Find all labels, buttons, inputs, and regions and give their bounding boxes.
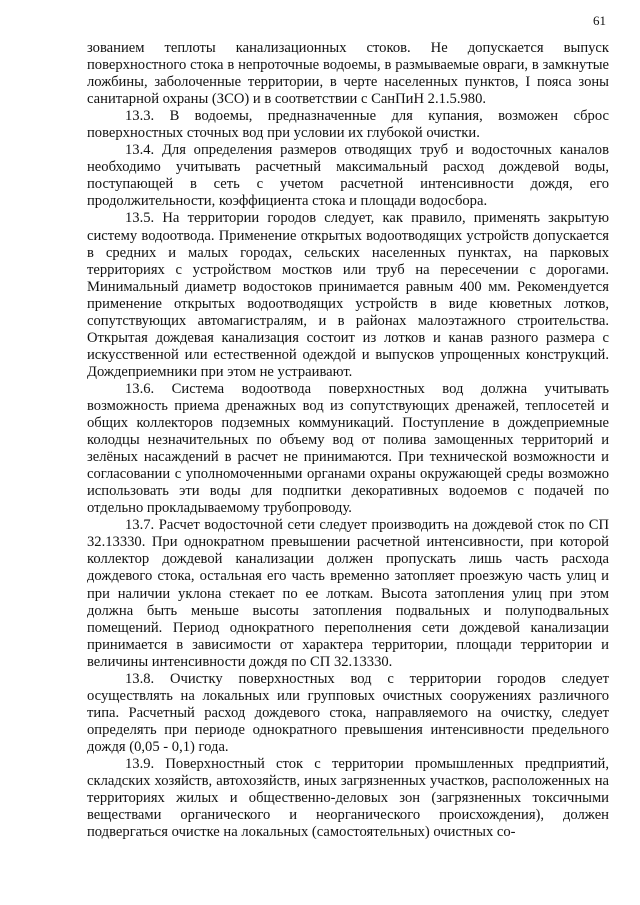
paragraph-13-3: 13.3. В водоемы, предназначенные для купания, возможен сброс поверхностных сточных вод при условии их глубокой очистки. bbox=[87, 108, 609, 142]
paragraph-13-4: 13.4. Для определения размеров отводящих труб и водосточных каналов необходимо учитывать расчетный максимальный расход дождевой воды, поступающей в сеть с учетом расчетной интенсивности дождя, его продолжительности, коэффициента стока и площади водосбора. bbox=[87, 142, 609, 210]
paragraph-13-2-continuation: зованием теплоты канализационных стоков. Не допускается выпуск поверхностного стока в непроточные водоемы, в размываемые овраги, в замкнутые ложбины, заболоченные территории, в черте населенных пунктов, I пояса зоны санитарной охраны (ЗСО) и в соответствии с СанПиН 2.1.5.980. bbox=[87, 40, 609, 108]
document-body bbox=[87, 40, 609, 841]
paragraph-13-9: 13.9. Поверхностный сток с территории промышленных предприятий, складских хозяйств, автохозяйств, иных загрязненных участков, расположенных на территориях жилых и общественно-деловых зон (загрязненных токсичными веществами органического и неорганического происхождения), должен подвергаться очистке на локальных (самостоятельных) очистных со- bbox=[87, 755, 609, 841]
page-number: 61 bbox=[593, 13, 606, 28]
paragraph-13-5: 13.5. На территории городов следует, как правило, применять закрытую систему водоотвода. Применение открытых водоотводящих устройств допускается в средних и малых городах, сельских населенных пунктах, на парковых территориях с устройством мостков или труб на пересечении с дорогами. Минимальный диаметр водостоков принимается равным 400 мм. Рекомендуется применение открытых водоотводящих устройств в виде кюветных лотков, сопутствующих автомагистралям, и в районах малоэтажного строительства. Открытая дождевая канализация состоит из лотков и канав разного размера с искусственной или естественной одеждой и выпусков упрощенных конструкций. Дождеприемники при этом не устраивают. bbox=[87, 210, 609, 380]
paragraph-13-8: 13.8. Очистку поверхностных вод с территории городов следует осуществлять на локальных или групповых очистных сооружениях различного типа. Расчетный расход дождевого стока, направляемого на очистку, следует определять при периоде однократного превышения интенсивности предельного дождя (0,05 - 0,1) года. bbox=[87, 670, 609, 755]
paragraph-13-6: 13.6. Система водоотвода поверхностных вод должна учитывать возможность приема дренажных вод из сопутствующих дренажей, теплосетей и общих коллекторов подземных коммуникаций. Поступление в дождеприемные колодцы незначительных по объему вод от полива замощенных территорий и зелёных насаждений в расчет не принимаются. При технической возможности и согласовании с уполномоченными органами охраны окружающей среды возможно использовать эти воды для подпитки декоративных водоемов с подачей по отдельно прокладываемому трубопроводу. bbox=[87, 380, 609, 517]
paragraph-13-7: 13.7. Расчет водосточной сети следует производить на дождевой сток по СП 32.13330. При однократном превышении расчетной интенсивности, при которой коллектор дождевой канализации должен пропускать лишь часть расхода дождевого стока, остальная его часть временно затопляет проезжую часть улиц и при наличии уклона стекает по ее лоткам. Высота затопления улиц при этом должна быть меньше высоты затопления подвальных и полуподвальных помещений. Период однократного переполнения сети дождевой канализации принимается в зависимости от характера территории, площади территории и величины интенсивности дождя по СП 32.13330. bbox=[87, 517, 609, 670]
